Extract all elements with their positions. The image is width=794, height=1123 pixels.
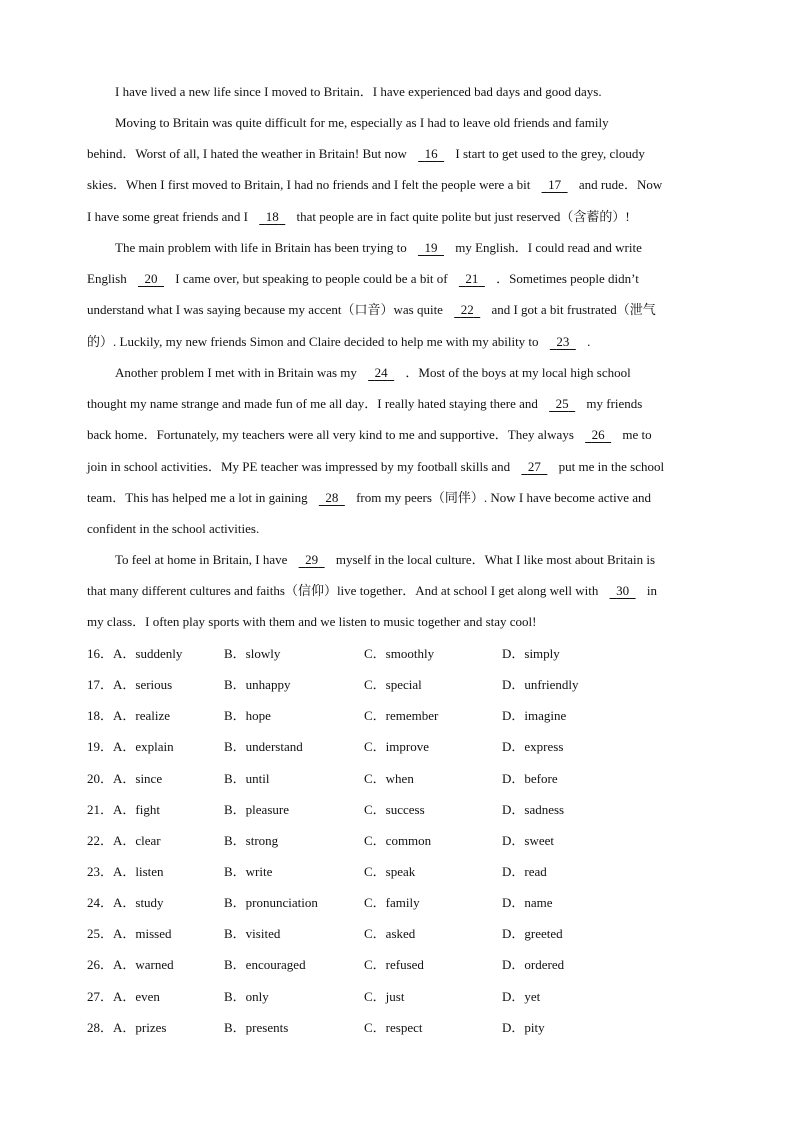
paragraph-5: [87, 544, 712, 638]
option-b: B．visited: [224, 926, 281, 942]
option-a: A．fight: [113, 801, 160, 817]
option-a: A．prizes: [113, 1019, 167, 1035]
blank-29: 29: [305, 552, 319, 567]
question-number: 28．: [87, 1019, 114, 1035]
option-b: B．only: [224, 988, 269, 1004]
text-line: thought my name strange and made fun of me all day．I really hated staying there and 25 my friends: [87, 388, 712, 419]
option-d: D．simply: [502, 646, 560, 661]
text-line: that many different cultures and faiths（信仰）live together．And at school I get along well with 30 in: [87, 575, 712, 606]
option-c: C．speak: [364, 863, 416, 879]
option-c: C．improve: [364, 739, 429, 755]
blank-20: 20: [144, 271, 158, 287]
option-d: D．greeted: [502, 926, 563, 942]
text-line: back home．Fortunately, my teachers were all very kind to me and supportive．They always 26 me to: [87, 419, 712, 450]
option-d: D．read: [502, 863, 547, 879]
question-number: 18．: [87, 708, 114, 724]
option-b: B．strong: [224, 832, 279, 848]
option-a: A．explain: [113, 739, 174, 755]
option-b: B．understand: [224, 739, 303, 755]
paragraph-4: [87, 357, 712, 544]
text-line: my class．I often play sports with them and we listen to music together and stay cool!: [87, 614, 537, 630]
option-c: C．remember: [364, 708, 439, 724]
option-d: D．ordered: [502, 957, 565, 973]
option-b: B．presents: [224, 1019, 289, 1035]
option-c: C．special: [364, 677, 422, 693]
text-line: 的）. Luckily, my new friends Simon and Claire decided to help me with my ability to 23 .: [87, 326, 712, 357]
option-a: A．serious: [113, 677, 173, 693]
text-line: Moving to Britain was quite difficult for me, especially as I had to leave old friends and family: [115, 115, 609, 130]
option-d: D．name: [502, 895, 553, 911]
option-d: D．sweet: [502, 832, 554, 848]
option-d: D．before: [502, 770, 558, 786]
option-c: C．smoothly: [364, 646, 435, 661]
option-a: A．study: [113, 895, 164, 911]
text-line: I have lived a new life since I moved to Britain．I have experienced bad days and good days.: [115, 84, 602, 99]
option-c: C．asked: [364, 926, 416, 942]
option-c: C．common: [364, 832, 432, 848]
blank-18: 18: [265, 208, 279, 224]
question-row: [87, 1012, 727, 1043]
text-line: join in school activities．My PE teacher was impressed by my football skills and 27 put me in the school: [87, 451, 712, 482]
blank-28: 28: [325, 489, 339, 505]
blank-25: 25: [555, 396, 569, 412]
paragraph-3: [87, 232, 712, 357]
option-b: B．pleasure: [224, 801, 289, 817]
blank-30: 30: [616, 583, 630, 599]
question-row: [87, 825, 727, 856]
option-a: A．missed: [113, 926, 172, 942]
blank-19: 19: [424, 240, 438, 255]
option-d: D．yet: [502, 988, 541, 1004]
question-number: 20．: [87, 770, 114, 786]
question-row: [87, 638, 727, 669]
blank-26: 26: [591, 427, 605, 443]
question-row: [87, 700, 727, 731]
question-number: 21．: [87, 801, 114, 817]
option-a: A．clear: [113, 832, 161, 848]
option-a: A．warned: [113, 957, 174, 973]
question-number: 27．: [87, 988, 114, 1004]
question-number: 26．: [87, 957, 114, 973]
question-number: 17．: [87, 677, 114, 693]
option-d: D．pity: [502, 1019, 545, 1035]
question-row: [87, 731, 727, 762]
text-line: team．This has helped me a lot in gaining 28 from my peers（同伴）. Now I have become active and: [87, 482, 712, 513]
blank-24: 24: [374, 365, 388, 380]
question-number: 25．: [87, 926, 114, 942]
text-line: The main problem with life in Britain has been trying to 19 my English．I could read and write: [87, 232, 712, 263]
question-number: 22．: [87, 832, 114, 848]
blank-27: 27: [527, 458, 541, 474]
question-number: 24．: [87, 895, 114, 911]
text-line: To feel at home in Britain, I have 29 myself in the local culture．What I like most about Britain is: [87, 544, 712, 575]
text-line: skies．When I first moved to Britain, I had no friends and I felt the people were a bit 17 and rude．Now: [87, 169, 712, 200]
option-b: B．slowly: [224, 646, 281, 661]
option-d: D．imagine: [502, 708, 567, 724]
question-row: [87, 763, 727, 794]
blank-22: 22: [460, 302, 474, 318]
blank-17: 17: [548, 177, 562, 193]
option-c: C．just: [364, 988, 405, 1004]
option-b: B．encouraged: [224, 957, 306, 973]
option-a: A．listen: [113, 863, 164, 879]
question-row: [87, 669, 727, 700]
question-row: [87, 887, 727, 918]
option-d: D．express: [502, 739, 564, 755]
blank-16: 16: [424, 146, 438, 162]
option-d: D．sadness: [502, 801, 565, 817]
paragraph-1: [87, 76, 712, 107]
text-line: English 20 I came over, but speaking to people could be a bit of 21 ．Sometimes people didn’t: [87, 263, 712, 294]
text-line: behind．Worst of all, I hated the weather in Britain! But now 16 I start to get used to the grey, cloudy: [87, 138, 712, 169]
option-a: A．suddenly: [113, 646, 183, 661]
blank-21: 21: [465, 271, 479, 287]
option-c: C．success: [364, 801, 425, 817]
question-number: 19．: [87, 739, 114, 755]
option-b: B．write: [224, 863, 273, 879]
option-d: D．unfriendly: [502, 677, 579, 693]
text-line: Another problem I met with in Britain was my 24 ．Most of the boys at my local high school: [87, 357, 712, 388]
option-a: A．realize: [113, 708, 171, 724]
question-row: [87, 794, 727, 825]
option-b: B．hope: [224, 708, 271, 724]
text-line: I have some great friends and I 18 that people are in fact quite polite but just reserved（含蓄的）!: [87, 201, 712, 232]
question-row: [87, 918, 727, 949]
blank-23: 23: [556, 333, 570, 349]
option-c: C．family: [364, 895, 420, 911]
option-a: A．since: [113, 770, 163, 786]
option-a: A．even: [113, 988, 160, 1004]
option-b: B．until: [224, 770, 270, 786]
question-row: [87, 949, 727, 980]
question-row: [87, 981, 727, 1012]
paragraph-2: [87, 107, 712, 232]
option-b: B．unhappy: [224, 677, 291, 693]
option-b: B．pronunciation: [224, 895, 318, 911]
option-c: C．when: [364, 770, 414, 786]
question-row: [87, 856, 727, 887]
question-number: 16．: [87, 646, 114, 661]
text-line: understand what I was saying because my accent（口音）was quite 22 and I got a bit frustrated（泄气: [87, 294, 712, 325]
question-options: [87, 638, 727, 1043]
option-c: C．refused: [364, 957, 424, 973]
option-c: C．respect: [364, 1019, 423, 1035]
question-number: 23．: [87, 863, 114, 879]
text-line: confident in the school activities.: [87, 521, 260, 537]
